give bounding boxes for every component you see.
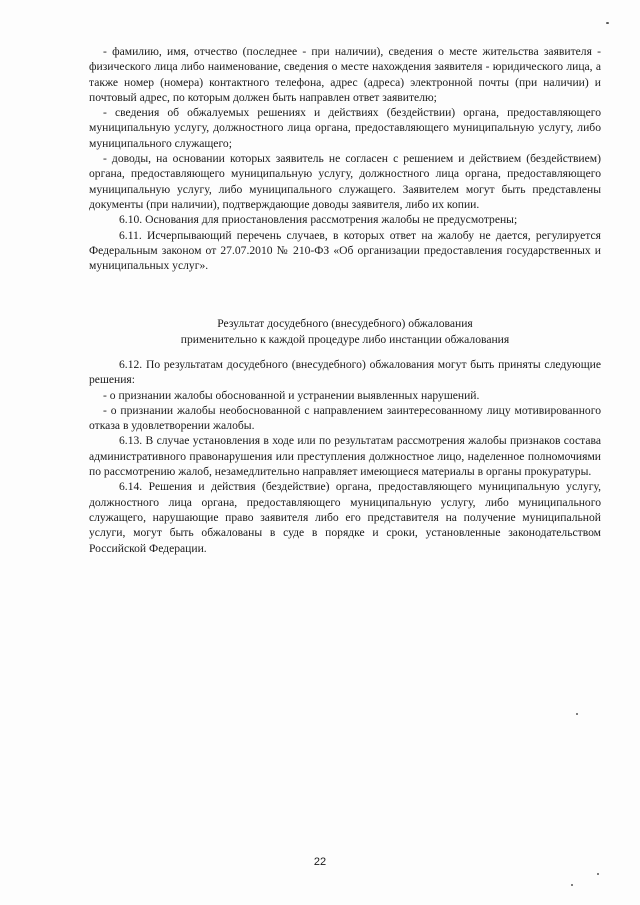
document-body-results bbox=[89, 357, 601, 556]
page-number: 22 bbox=[313, 856, 327, 868]
section-heading bbox=[89, 316, 601, 347]
scan-speck bbox=[606, 22, 609, 24]
scan-speck bbox=[597, 873, 599, 875]
section-heading-line-2: применительно к каждой процедуре либо инстанции обжалования bbox=[180, 332, 510, 346]
scan-speck bbox=[571, 884, 573, 886]
document-body-top bbox=[89, 44, 601, 273]
paragraph-6-11: 6.11. Исчерпывающий перечень случаев, в которых ответ на жалобу не дается, регулируется Федеральным законом от 27.07.2010 № 210-ФЗ «Об организации предоставления государственных и муниципальных услуг». bbox=[89, 228, 601, 273]
paragraph-decision-justified: - о признании жалобы обоснованной и устранении выявленных нарушений. bbox=[103, 388, 480, 402]
paragraph-arguments: - доводы, на основании которых заявитель не согласен с решением и действием (бездействием) органа, предоставляющего муниципальную услугу, должностного лица органа, предоставляющего муниципальную услугу, либо муниципального служащего. Заявителем могут быть представлены документы (при наличии), подтверждающие доводы заявителя, либо их копии. bbox=[89, 152, 601, 211]
paragraph-6-12: 6.12. По результатам досудебного (внесудебного) обжалования могут быть приняты следующие решения: bbox=[89, 358, 601, 387]
section-heading-line-1: Результат досудебного (внесудебного) обжалования bbox=[217, 317, 473, 330]
paragraph-applicant-details: - фамилию, имя, отчество (последнее - при наличии), сведения о месте жительства заявителя - физического лица либо наименование, сведения о месте нахождения заявителя - юридического лица, а также номер (номера) контактного телефона, адрес (адреса) электронной почты (при наличии) и почтовый адрес, по которым должен быть направлен ответ заявителю; bbox=[89, 45, 601, 104]
paragraph-decision-unjustified: - о признании жалобы необоснованной с направлением заинтересованному лицу мотивированного отказа в удовлетворении жалобы. bbox=[89, 403, 601, 433]
scan-speck bbox=[576, 713, 578, 715]
paragraph-appealed-decisions: - сведения об обжалуемых решениях и действиях (бездействии) органа, предоставляющего муниципальную услугу, должностного лица органа, предоставляющего муниципальную услугу, либо муниципального служащего; bbox=[89, 106, 601, 150]
paragraph-6-10: 6.10. Основания для приостановления рассмотрения жалобы не предусмотрены; bbox=[119, 213, 518, 227]
paragraph-6-13: 6.13. В случае установления в ходе или по результатам рассмотрения жалобы признаков состава административного правонарушения или преступления должностное лицо, наделенное полномочиями по рассмотрению жалоб, незамедлительно направляет имеющиеся материалы в органы прокуратуры. bbox=[89, 434, 601, 479]
paragraph-6-14: 6.14. Решения и действия (бездействие) органа, предоставляющего муниципальную услугу, должностного лица органа, предоставляющего муниципальную услугу, либо муниципального служащего, нарушающие право заявителя либо его представителя на получение муниципальной услуги, могут быть обжалованы в суде в порядке и сроки, установленные законодательством Российской Федерации. bbox=[89, 480, 601, 555]
